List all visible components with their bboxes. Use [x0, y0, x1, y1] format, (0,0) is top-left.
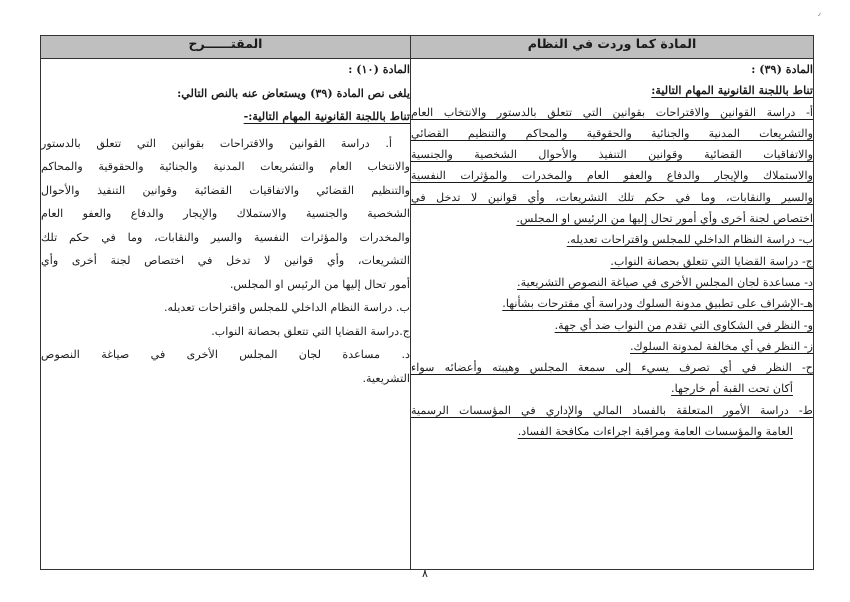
current-line: والسير والنقابات، وما في حكم تلك التشريعات، وأي قوانين لا تدخل في — [411, 190, 813, 204]
proposal-line: أمور تحال إليها من الرئيس او المجلس. — [229, 277, 410, 291]
current-line: ط- دراسة الأمور المتعلقة بالفساد المالي والإداري في المؤسسات الرسمية — [411, 403, 813, 417]
proposal-line: التشريعية. — [362, 371, 410, 385]
current-line: د- مساعدة لجان المجلس الأخرى في صياغة النصوص التشريعية. — [517, 275, 813, 289]
current-line: ز- النظر في أي مخالفة لمدونة السلوك. — [629, 339, 813, 353]
current-line: أكان تحت القبة أم خارجها. — [671, 382, 793, 396]
current-article-number: المادة (٣٩) : — [751, 62, 813, 76]
proposal-line: والانتخاب العام والتشريعات المدنية والجنائية والحقوقية والمحاكم — [41, 160, 410, 174]
proposal-article-number: المادة (١٠) : — [348, 62, 410, 76]
current-line: اختصاص لجنة أخرى وأي أمور تحال إليها من الرئيس او المجلس. — [516, 212, 813, 226]
current-line: والاتفاقيات القضائية وقوانين التنفيذ والأحوال الشخصية والجنسية — [411, 148, 813, 162]
current-line: أ- دراسة القوانين والاقتراحات بقوانين التي تتعلق بالدستور والانتخاب العام — [411, 105, 813, 119]
proposal-cell — [41, 59, 411, 570]
header-proposal: المقتــــــرح — [41, 36, 411, 59]
current-article-intro: تناط باللجنة القانونية المهام التالية: — [651, 83, 813, 98]
proposal-intro-tasks: تناط باللجنة القانونية المهام التالية:- — [243, 109, 410, 124]
current-line: العامة والمؤسسات العامة ومراقبة اجراءات مكافحة الفساد. — [517, 425, 793, 439]
proposal-line: د. مساعدة لجان المجلس الأخرى في صياغة النصوص — [41, 348, 410, 362]
header-row — [41, 36, 814, 59]
current-line: ب- دراسة النظام الداخلي للمجلس واقتراحات تعديله. — [566, 233, 813, 247]
proposal-line: الشخصية والجنسية والاستملاك والإيجار والدفاع والعفو العام — [41, 207, 410, 221]
proposal-line: أ. دراسة القوانين والاقتراحات بقوانين التي تتعلق بالدستور — [41, 136, 392, 150]
current-line: ج- دراسة القضايا التي تتعلق بحصانة النواب. — [610, 254, 813, 268]
current-article-cell — [411, 59, 814, 570]
header-current-text: المادة كما وردت في النظام — [411, 36, 814, 59]
proposal-line: والتنظيم القضائي والاتفاقيات القضائية وقوانين التنفيذ والأحوال — [41, 183, 410, 197]
current-line: والتشريعات المدنية والجنائية والحقوقية والمحاكم والتنظيم القضائي — [411, 126, 813, 140]
proposal-intro: يلغى نص المادة (٣٩) ويستعاض عنه بالنص التالي: — [177, 86, 410, 101]
content-row — [41, 59, 814, 570]
proposal-line: ج.دراسة القضايا التي تتعلق بحصانة النواب. — [211, 324, 410, 338]
current-line: و- النظر في الشكاوى التي تقدم من النواب ضد أي جهة. — [554, 318, 813, 332]
scan-mark: ٫ — [818, 8, 821, 17]
current-line: والاستملاك والإيجار والدفاع والعفو العام والمخدرات والمؤثرات النفسية — [411, 169, 813, 183]
current-line: هـ-الإشراف على تطبيق مدونة السلوك ودراسة أي مقترحات بشأنها. — [502, 297, 813, 311]
page-number: ٨ — [422, 567, 428, 580]
proposal-line: ب. دراسة النظام الداخلي للمجلس واقتراحات تعديله. — [163, 301, 410, 315]
proposal-line: والمخدرات والمؤثرات النفسية والسير والنقابات، وما في حكم تلك — [41, 230, 410, 244]
comparison-table — [40, 35, 814, 570]
proposal-line: التشريعات، وأي قوانين لا تدخل في اختصاص لجنة أخرى وأي — [41, 254, 410, 268]
current-line: ح- النظر في أي تصرف يسيء إلى سمعة المجلس وهيبته وأعضائه سواء — [411, 361, 813, 375]
